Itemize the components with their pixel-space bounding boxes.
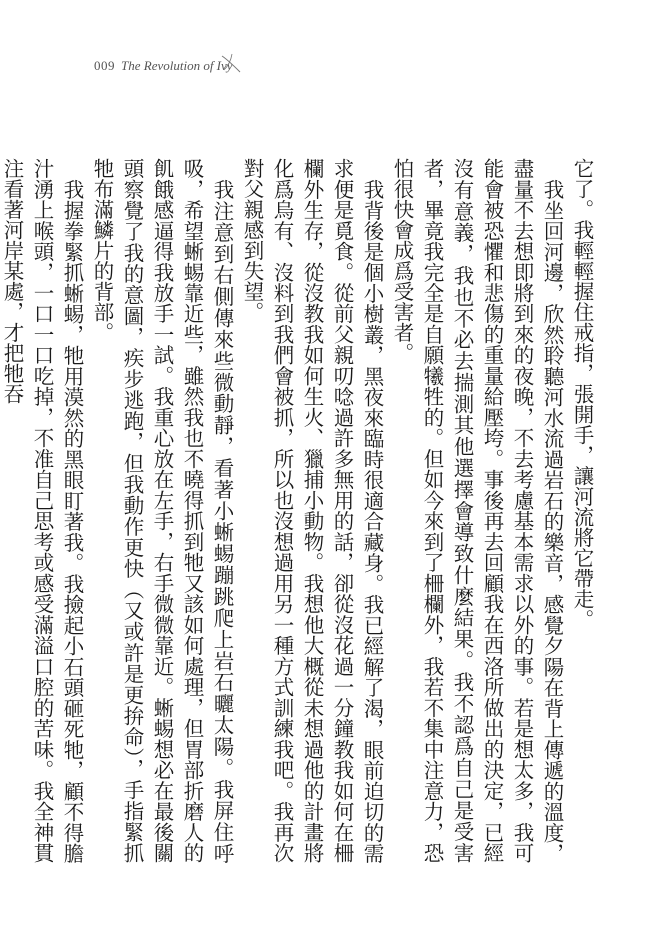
title-swoosh-ornament [220, 52, 242, 76]
paragraph-3: 我背後是個小樹叢，黑夜來臨時很適合藏身。我已經解了渴，眼前迫切的需求便是覓食。從前父親叨唸過許多無用的話，卻從沒花過一分鐘教我如何在柵欄外生存，從沒教我如何生火、獵捕小動物。我想他大概從未想過他的計畫將化爲烏有、沒料到我們會被抓，所以也沒想過用另一種方式訓練我吧。我再次對父親感到失望。 [240, 158, 384, 863]
paragraph-1: 它了。我輕輕握住戒指，張開手，讓河流將它帶走。 [570, 158, 594, 630]
paragraph-4: 我注意到右側傳來些微動靜，看著小蜥蜴蹦跳爬上岩石曬太陽。我屏住呼吸，希望蜥蜴靠近些，雖然我也不曉得抓到牠又該如何處理，但胃部折磨人的飢餓感逼得我放手一試。我重心放在左手，右手微微靠近。蜥蜴想必在最後關頭察覺了我的意圖，疾步逃跑，但我動作更快（又或許是更拚命），手指緊抓牠布滿鱗片的背部。 [90, 158, 234, 863]
paragraph-2: 我坐回河邊，欣然聆聽河水流過岩石的樂音，感覺夕陽在背上傳遞的溫度，盡量不去想即將到來的夜晚，不去考慮基本需求以外的事。若是想太多，我可能會被恐懼和悲傷的重量給壓垮。事後再去回顧我在西洛所做出的決定，已經沒有意義，我也不必去揣測其他選擇會導致什麼結果。我不認爲自己是受害者，畢竟我完全是自願犧牲的。但如今來到了柵欄外，我若不集中注意力，恐怕很快會成爲受害者。 [390, 158, 564, 863]
running-header [94, 58, 233, 74]
paragraph-5: 我握拳緊抓蜥蜴，牠用漠然的黑眼盯著我。我撿起小石頭砸死牠，顧不得膽汁湧上喉頭，一口一口吃掉，不准自己思考或感受滿溢口腔的苦味。我全神貫注看著河岸某處，才把牠吞 [0, 158, 84, 863]
page-number: 009 [94, 58, 115, 73]
book-title: The Revolution of Ivy [121, 58, 233, 73]
body-text [0, 158, 597, 863]
